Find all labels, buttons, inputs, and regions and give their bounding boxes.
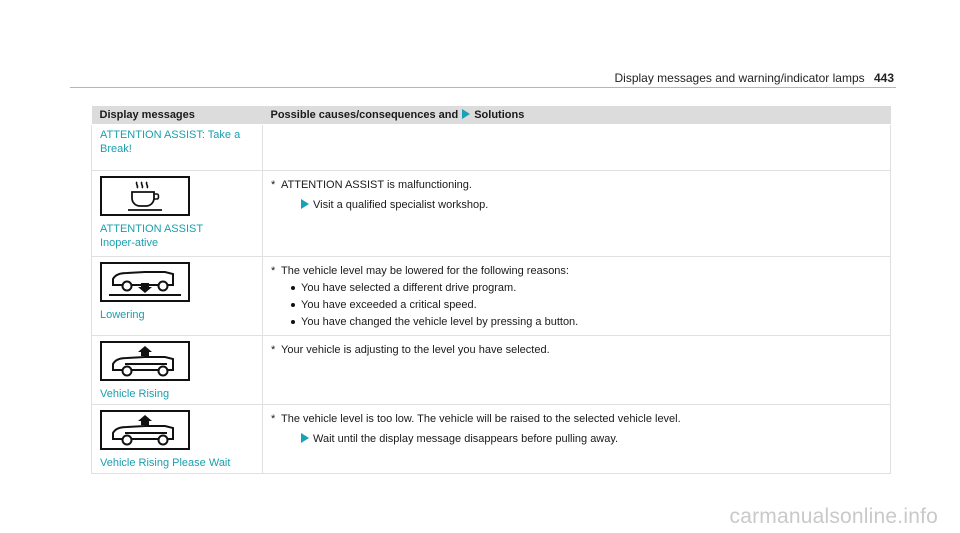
- solution-text: Wait until the display message disappears before pulling away.: [313, 433, 619, 445]
- solution-text: Visit a qualified specialist workshop.: [313, 199, 489, 211]
- list-item: You have selected a different drive program.: [301, 281, 882, 295]
- cause-cell: [263, 405, 891, 474]
- column-header-causes-text: Possible causes/consequences and: [270, 109, 459, 121]
- cause-marker: *: [271, 344, 276, 356]
- cause-marker: *: [271, 265, 276, 277]
- message-cell: [92, 336, 263, 405]
- message-text: Vehicle Rising Please Wait: [100, 457, 231, 469]
- column-header-causes: [263, 106, 891, 125]
- cause-text: Your vehicle is adjusting to the level you have selected.: [281, 344, 550, 356]
- cause-item: [271, 264, 882, 278]
- column-header-messages: Display messages: [92, 106, 263, 125]
- message-text: Vehicle Rising: [100, 388, 170, 400]
- vehicle-lowering-icon: [100, 262, 190, 302]
- cause-text: The vehicle level may be lowered for the following reasons:: [281, 265, 569, 277]
- section-title: Display messages and warning/indicator lamps: [614, 71, 865, 85]
- cause-cell: [263, 125, 891, 171]
- cause-item: [271, 343, 882, 357]
- coffee-cup-icon: [100, 176, 190, 216]
- display-messages-table: [91, 106, 891, 474]
- message-cell: [92, 125, 263, 171]
- table-row: [92, 405, 891, 474]
- cause-text: The vehicle level is too low. The vehicle will be raised to the selected vehicle level.: [281, 413, 681, 425]
- cause-text: ATTENTION ASSIST is malfunctioning.: [281, 179, 472, 191]
- cause-item: [271, 412, 882, 426]
- arrow-right-icon: [301, 199, 309, 209]
- table-row: [92, 257, 891, 336]
- cause-cell: [263, 257, 891, 336]
- reason-list: [271, 281, 882, 329]
- solution-item: [297, 198, 882, 212]
- arrow-right-icon: [462, 109, 470, 119]
- message-cell: [92, 257, 263, 336]
- cause-marker: *: [271, 179, 276, 191]
- page-number: 443: [873, 71, 894, 85]
- message-cell: [92, 171, 263, 257]
- message-text: Lowering: [100, 309, 145, 321]
- header-rule: [70, 87, 896, 88]
- cause-cell: [263, 336, 891, 405]
- table-row: [92, 171, 891, 257]
- watermark: carmanualsonline.info: [729, 505, 938, 528]
- list-item: You have exceeded a critical speed.: [301, 298, 882, 312]
- arrow-right-icon: [301, 433, 309, 443]
- message-cell: [92, 405, 263, 474]
- table-header-row: [92, 106, 891, 125]
- list-item: You have changed the vehicle level by pressing a button.: [301, 315, 882, 329]
- cause-cell: [263, 171, 891, 257]
- table-row: [92, 336, 891, 405]
- table-row: [92, 125, 891, 171]
- message-text: ATTENTION ASSIST: Take a Break!: [100, 129, 241, 155]
- cause-marker: *: [271, 413, 276, 425]
- vehicle-rising-icon: [100, 341, 190, 381]
- cause-item: [271, 178, 882, 192]
- message-text: ATTENTION ASSIST Inoper-ative: [100, 223, 203, 249]
- solution-item: [297, 432, 882, 446]
- column-header-solutions-text: Solutions: [474, 109, 525, 121]
- page-header: [615, 71, 895, 85]
- vehicle-rising-icon: [100, 410, 190, 450]
